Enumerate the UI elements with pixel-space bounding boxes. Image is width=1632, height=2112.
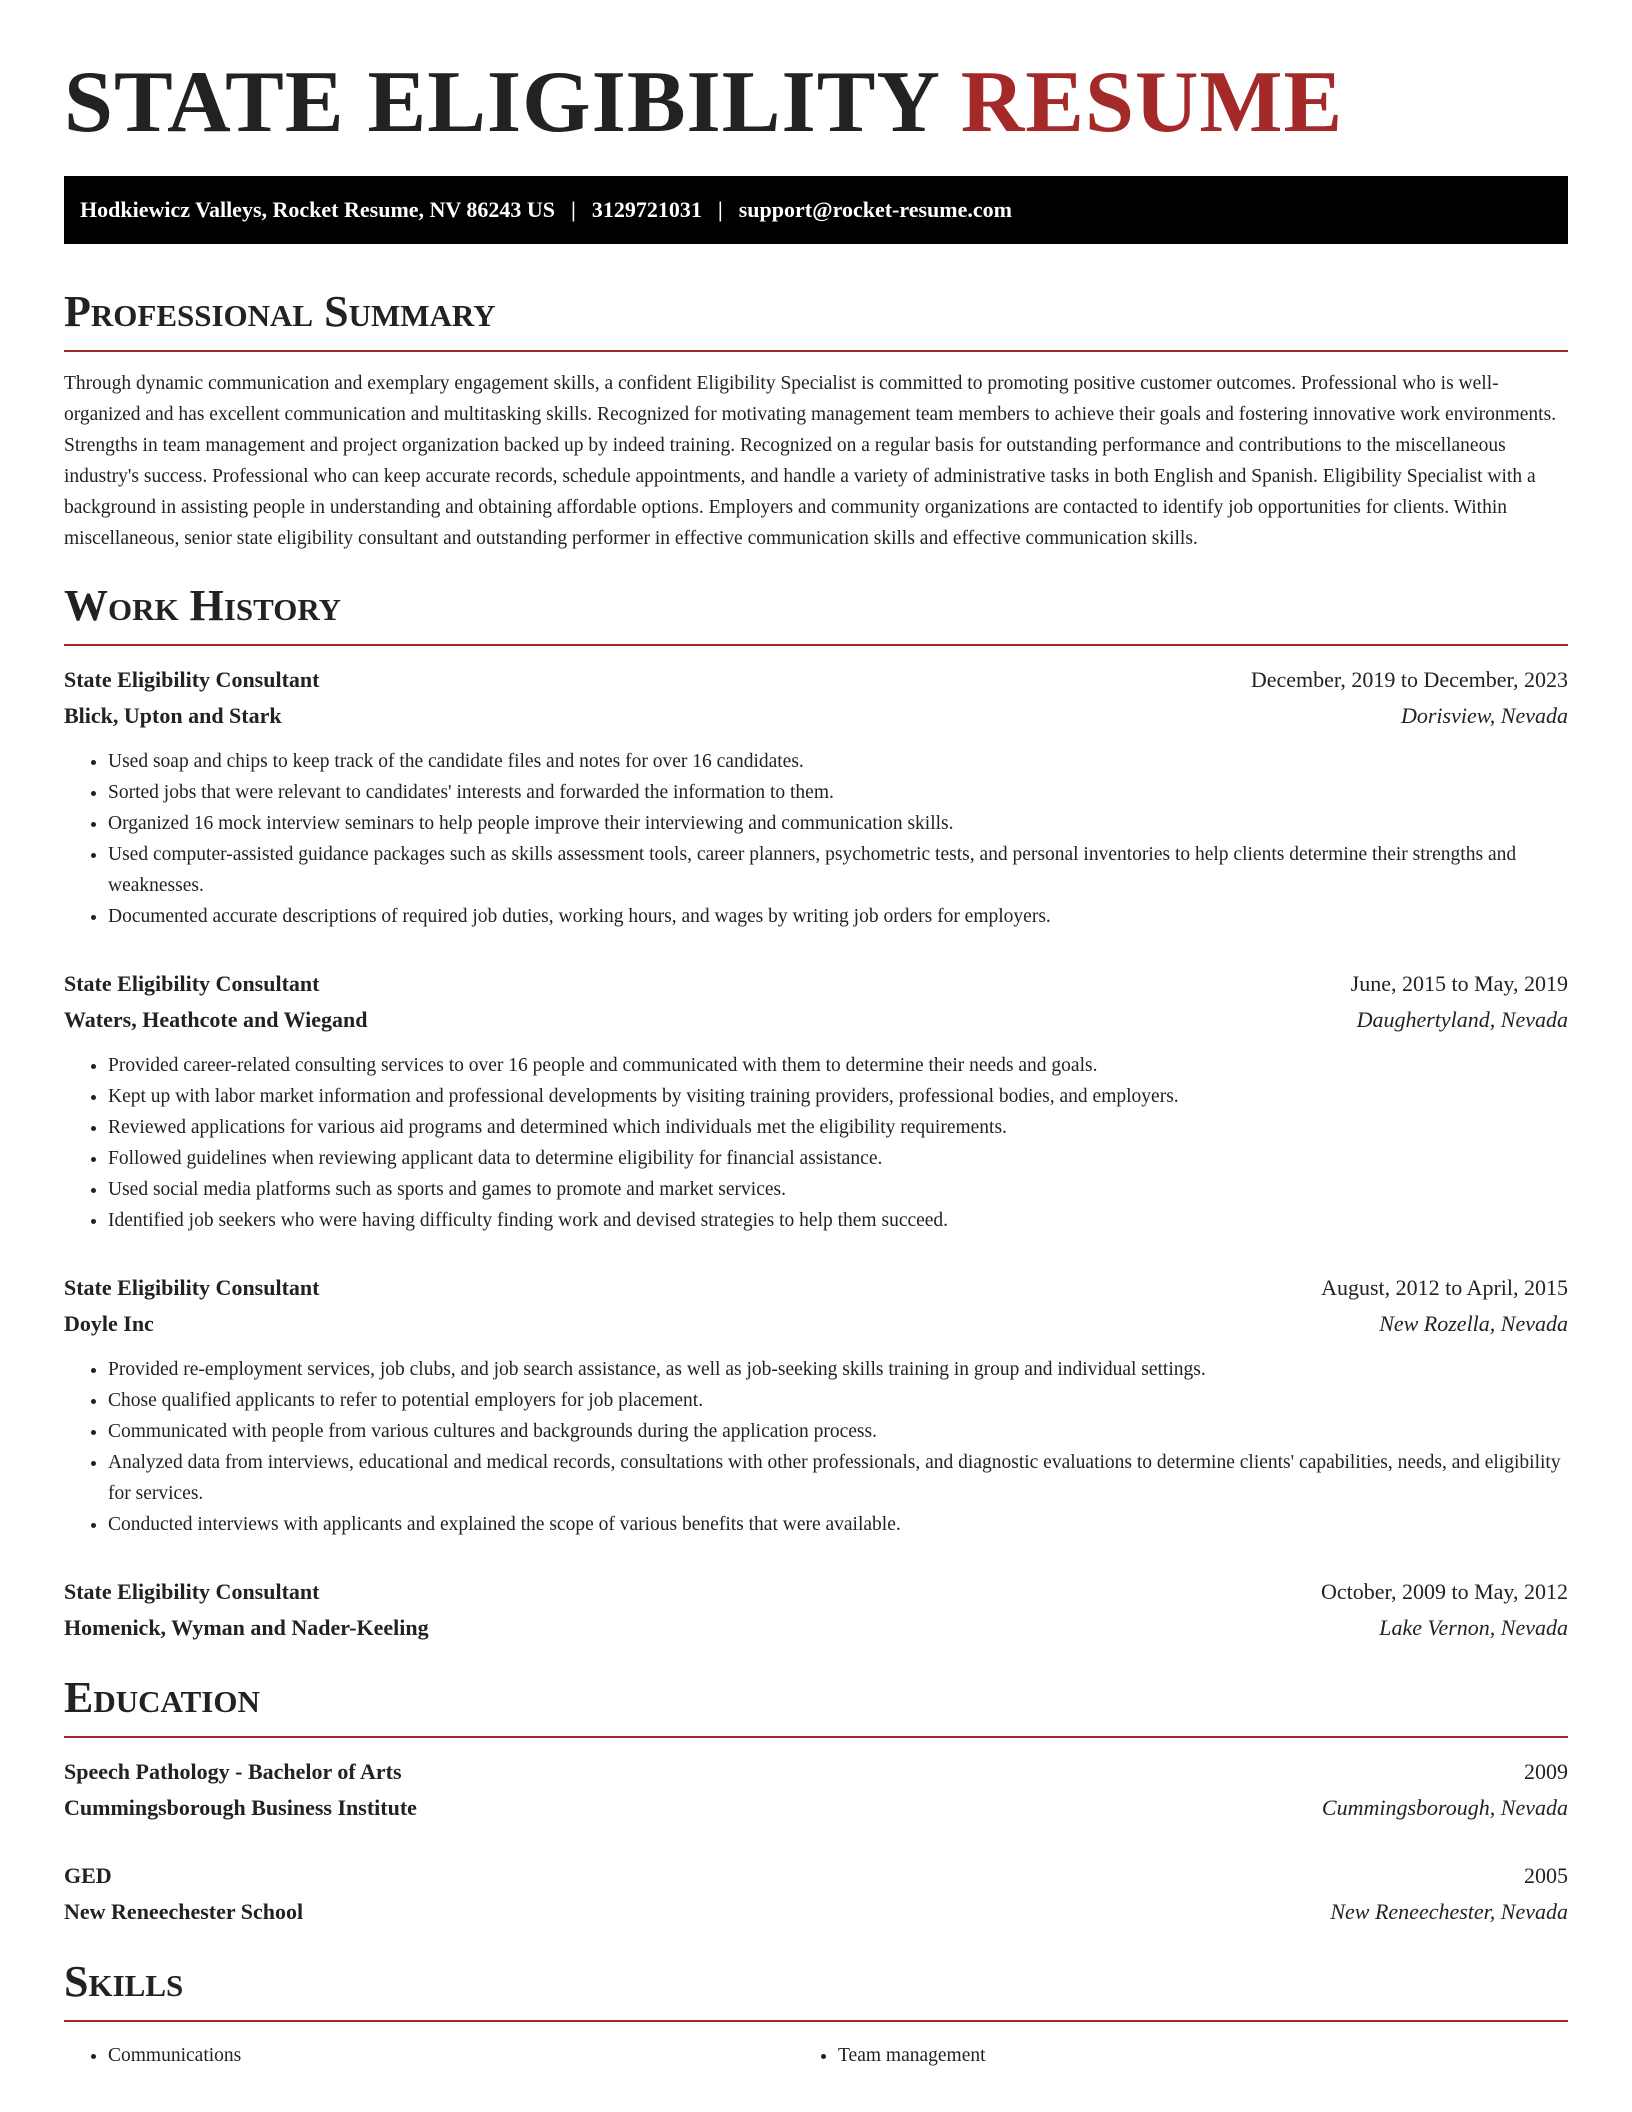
- work-history-heading: Work History: [64, 584, 1568, 646]
- job-location: New Rozella, Nevada: [1379, 1311, 1568, 1336]
- job-bullet: • Chose qualified applicants to refer to potential employers for job placement.: [108, 1385, 1568, 1416]
- skill-item: • Communications: [108, 2040, 838, 2071]
- title-main: STATE ELIGIBILITY: [64, 54, 938, 151]
- job-bullet: • Reviewed applications for various aid programs and determined which individuals met the eligibility requirements.: [108, 1112, 1568, 1143]
- summary-text: Through dynamic communication and exemplary engagement skills, a confident Eligibility Specialist is committed to promoting positive customer outcomes. Professional who is well-organized and has excellent communication and multitasking skills. Recognized for motivating management team members to achieve their goals and fostering innovative work environments. Strengths in team management and project organization backed up by indeed training. Recognized on a regular basis for outstanding performance and contributions to the miscellaneous industry's success. Professional who can keep accurate records, schedule appointments, and handle a variety of administrative tasks in both English and Spanish. Eligibility Specialist with a background in assisting people in understanding and obtaining affordable options. Employers and community organizations are contacted to identify job opportunities for clients. Within miscellaneous, senior state eligibility consultant and outstanding performer in effective communication skills and effective communication skills.: [64, 373, 1557, 549]
- job-entry: [64, 1574, 1568, 1646]
- skill-item: • Team management: [838, 2040, 1568, 2071]
- job-company: Waters, Heathcote and Wiegand: [64, 1007, 368, 1032]
- job-bullets: [64, 1050, 1568, 1236]
- work-history-section: [64, 581, 1568, 1646]
- job-title: State Eligibility Consultant: [64, 1579, 320, 1604]
- job-dates: June, 2015 to May, 2019: [1350, 971, 1568, 996]
- job-title: State Eligibility Consultant: [64, 667, 320, 692]
- job-bullet: • Documented accurate descriptions of required job duties, working hours, and wages by writing job orders for employers.: [108, 901, 1568, 932]
- contact-separator: |: [717, 197, 723, 222]
- job-dates: December, 2019 to December, 2023: [1250, 667, 1568, 692]
- education-degree: Speech Pathology - Bachelor of Arts: [64, 1759, 402, 1784]
- summary-heading: Professional Summary: [64, 290, 1568, 352]
- job-bullet: • Identified job seekers who were having difficulty finding work and devised strategies to help them succeed.: [108, 1205, 1568, 1236]
- page-title: [64, 0, 1568, 150]
- job-bullet: • Analyzed data from interviews, educational and medical records, consultations with other professionals, and diagnostic evaluations to determine clients' capabilities, needs, and eligibility for services.: [108, 1447, 1568, 1509]
- job-bullet: • Organized 16 mock interview seminars to help people improve their interviewing and communication skills.: [108, 808, 1568, 839]
- job-title: State Eligibility Consultant: [64, 1275, 320, 1300]
- job-bullets: [64, 1354, 1568, 1540]
- job-bullet: • Used social media platforms such as sports and games to promote and market services.: [108, 1174, 1568, 1205]
- skills-list: [64, 2040, 1568, 2071]
- contact-separator: |: [571, 197, 576, 222]
- job-bullet: • Sorted jobs that were relevant to candidates' interests and forwarded the information to them.: [108, 777, 1568, 808]
- education-location: New Reneechester, Nevada: [1330, 1899, 1568, 1924]
- contact-bar: [64, 176, 1568, 244]
- job-bullet: • Provided re-employment services, job clubs, and job search assistance, as well as job-seeking skills training in group and individual settings.: [108, 1354, 1568, 1385]
- education-section: [64, 1673, 1568, 1930]
- job-location: Dorisview, Nevada: [1400, 703, 1568, 728]
- job-bullet: • Communicated with people from various cultures and backgrounds during the application process.: [108, 1416, 1568, 1447]
- job-bullet: • Used soap and chips to keep track of the candidate files and notes for over 16 candidates.: [108, 746, 1568, 777]
- job-title: State Eligibility Consultant: [64, 971, 320, 996]
- job-bullet: • Kept up with labor market information and professional developments by visiting training providers, professional bodies, and employers.: [108, 1081, 1568, 1112]
- education-year: 2005: [1524, 1863, 1568, 1888]
- job-company: Doyle Inc: [64, 1311, 154, 1336]
- job-bullet: • Used computer-assisted guidance packages such as skills assessment tools, career planners, psychometric tests, and personal inventories to help clients determine their strengths and weaknesses.: [108, 839, 1568, 901]
- title-accent: RESUME: [960, 54, 1344, 151]
- job-bullets: [64, 746, 1568, 932]
- job-dates: October, 2009 to May, 2012: [1321, 1579, 1568, 1604]
- skills-section: [64, 1957, 1568, 2071]
- skills-heading: Skills: [64, 1960, 1568, 2022]
- job-entry: [64, 662, 1568, 932]
- job-location: Lake Vernon, Nevada: [1379, 1615, 1568, 1640]
- job-company: Blick, Upton and Stark: [64, 703, 282, 728]
- job-company: Homenick, Wyman and Nader-Keeling: [64, 1615, 429, 1640]
- job-entry: [64, 966, 1568, 1236]
- job-entry: [64, 1270, 1568, 1540]
- job-bullet: • Conducted interviews with applicants and explained the scope of various benefits that were available.: [108, 1509, 1568, 1540]
- job-dates: August, 2012 to April, 2015: [1321, 1275, 1568, 1300]
- job-bullet: • Followed guidelines when reviewing applicant data to determine eligibility for financial assistance.: [108, 1143, 1568, 1174]
- contact-address: Hodkiewicz Valleys, Rocket Resume, NV 86243 US: [80, 197, 556, 222]
- contact-phone: 3129721031: [591, 197, 702, 222]
- education-entry: [64, 1754, 1568, 1826]
- education-entry: [64, 1858, 1568, 1930]
- education-school: Cummingsborough Business Institute: [64, 1795, 417, 1820]
- education-school: New Reneechester School: [64, 1899, 304, 1924]
- job-location: Daughertyland, Nevada: [1356, 1007, 1568, 1032]
- education-location: Cummingsborough, Nevada: [1321, 1795, 1568, 1820]
- contact-email: support@rocket-resume.com: [738, 197, 1012, 222]
- education-degree: GED: [64, 1863, 112, 1888]
- education-year: 2009: [1524, 1759, 1568, 1784]
- education-heading: Education: [64, 1676, 1568, 1738]
- job-bullet: • Provided career-related consulting services to over 16 people and communicated with them to determine their needs and goals.: [108, 1050, 1568, 1081]
